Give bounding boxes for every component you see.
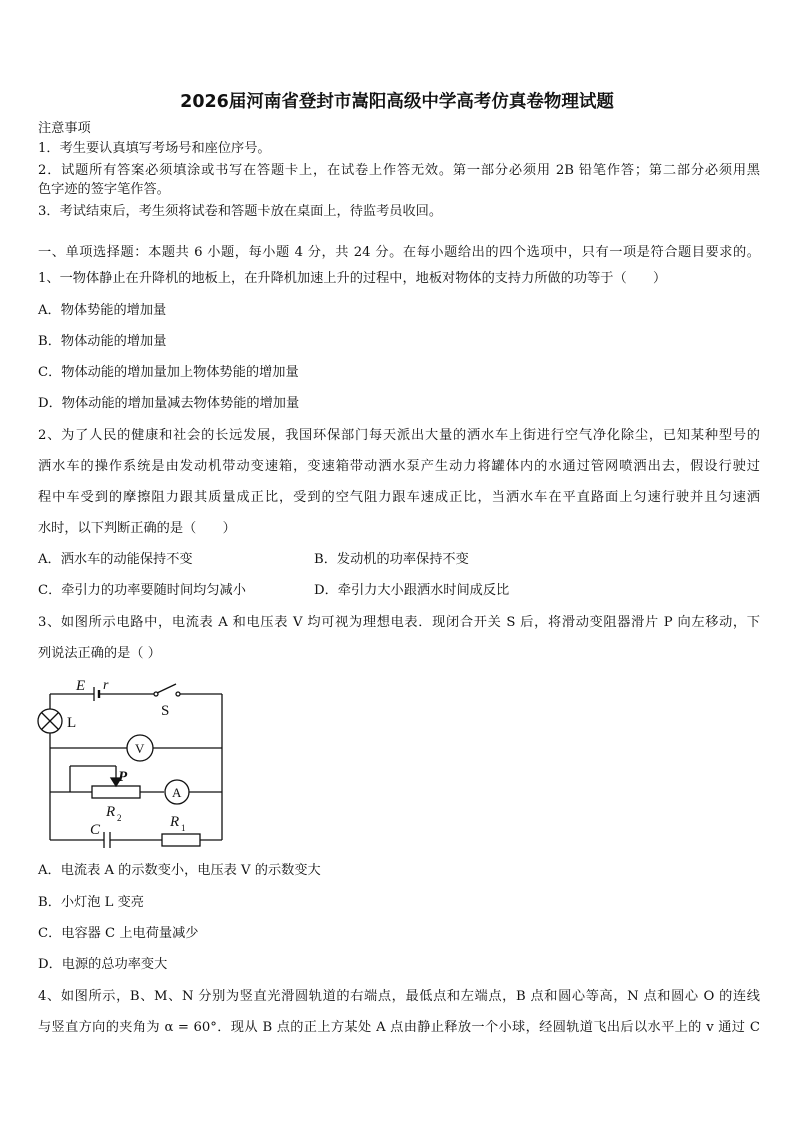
question-2-stem-line: 水时，以下判断正确的是（ ）	[38, 521, 236, 536]
question-2-option-a: A．洒水车的动能保持不变	[38, 552, 193, 567]
question-2-stem-line: 洒水车的操作系统是由发动机带动变速箱，变速箱带动洒水泵产生动力将罐体内的水通过管网喷洒出去，假设行驶过	[38, 459, 760, 474]
question-2-stem-line: 程中车受到的摩擦阻力跟其质量成正比，受到的空气阻力跟车速成正比，当洒水车在平直路面上匀速行驶并且匀速洒	[38, 490, 760, 505]
question-3-stem-line: 列说法正确的是（ ）	[38, 646, 161, 661]
label-v: V	[135, 741, 145, 756]
question-1-option-b: B．物体动能的增加量	[38, 334, 167, 349]
question-3-option-a: A．电流表 A 的示数变小，电压表 V 的示数变大	[38, 863, 321, 878]
question-4-stem-line: 4、如图所示，B、M、N 分别为竖直光滑圆轨道的右端点，最低点和左端点，B 点和圆心等高，N 点和圆心 O 的连线	[38, 989, 760, 1004]
question-3-option-d: D．电源的总功率变大	[38, 957, 168, 972]
question-2-option-d: D．牵引力大小跟洒水时间成反比	[314, 583, 510, 598]
label-r2: R	[106, 804, 116, 820]
label-r: r	[103, 678, 109, 693]
label-r1-sub: 1	[181, 823, 186, 833]
question-1-stem: 1、一物体静止在升降机的地板上，在升降机加速上升的过程中，地板对物体的支持力所做的功等于（ ）	[38, 271, 667, 286]
label-c: C	[90, 822, 101, 838]
question-3-option-b: B．小灯泡 L 变亮	[38, 895, 144, 910]
question-3-stem-line: 3、如图所示电路中，电流表 A 和电压表 V 均可视为理想电表．现闭合开关 S 后，将滑动变阻器滑片 P 向左移动，下	[38, 615, 760, 630]
question-2-option-b: B．发动机的功率保持不变	[314, 552, 469, 567]
notice-item: 色字迹的签字笔作答。	[38, 182, 170, 197]
section-heading: 一、单项选择题：本题共 6 小题，每小题 4 分，共 24 分。在每小题给出的四个选项中，只有一项是符合题目要求的。	[38, 245, 760, 260]
label-a: A	[172, 785, 182, 800]
page-title: 2026届河南省登封市嵩阳高级中学高考仿真卷物理试题	[180, 92, 614, 112]
notice-item: 1．考生要认真填写考场号和座位序号。	[38, 141, 271, 156]
label-s: S	[161, 703, 170, 719]
notice-item: 2．试题所有答案必须填涂或书写在答题卡上，在试卷上作答无效。第一部分必须用 2B 铅笔作答；第二部分必须用黑	[38, 163, 760, 178]
question-3-option-c: C．电容器 C 上电荷量减少	[38, 926, 199, 941]
label-r2-sub: 2	[117, 813, 122, 823]
question-2-option-c: C．牵引力的功率要随时间均匀减小	[38, 583, 246, 598]
question-4-stem-line: 与竖直方向的夹角为 α = 60°．现从 B 点的正上方某处 A 点由静止释放一个小球，经圆轨道飞出后以水平上的 v 通过 C	[38, 1020, 760, 1035]
question-1-option-d: D．物体动能的增加量减去物体势能的增加量	[38, 396, 300, 411]
notice-heading: 注意事项	[38, 121, 91, 136]
question-1-option-c: C．物体动能的增加量加上物体势能的增加量	[38, 365, 299, 380]
question-1-option-a: A．物体势能的增加量	[38, 303, 167, 318]
label-r1: R	[170, 814, 180, 830]
label-e: E	[76, 678, 86, 694]
label-l: L	[67, 715, 77, 731]
label-p: P	[118, 769, 128, 785]
notice-item: 3．考试结束后，考生须将试卷和答题卡放在桌面上，待监考员收回。	[38, 204, 443, 219]
question-2-stem-line: 2、为了人民的健康和社会的长远发展，我国环保部门每天派出大量的洒水车上街进行空气净化除尘，已知某种型号的	[38, 428, 760, 443]
circuit-diagram	[36, 676, 236, 848]
